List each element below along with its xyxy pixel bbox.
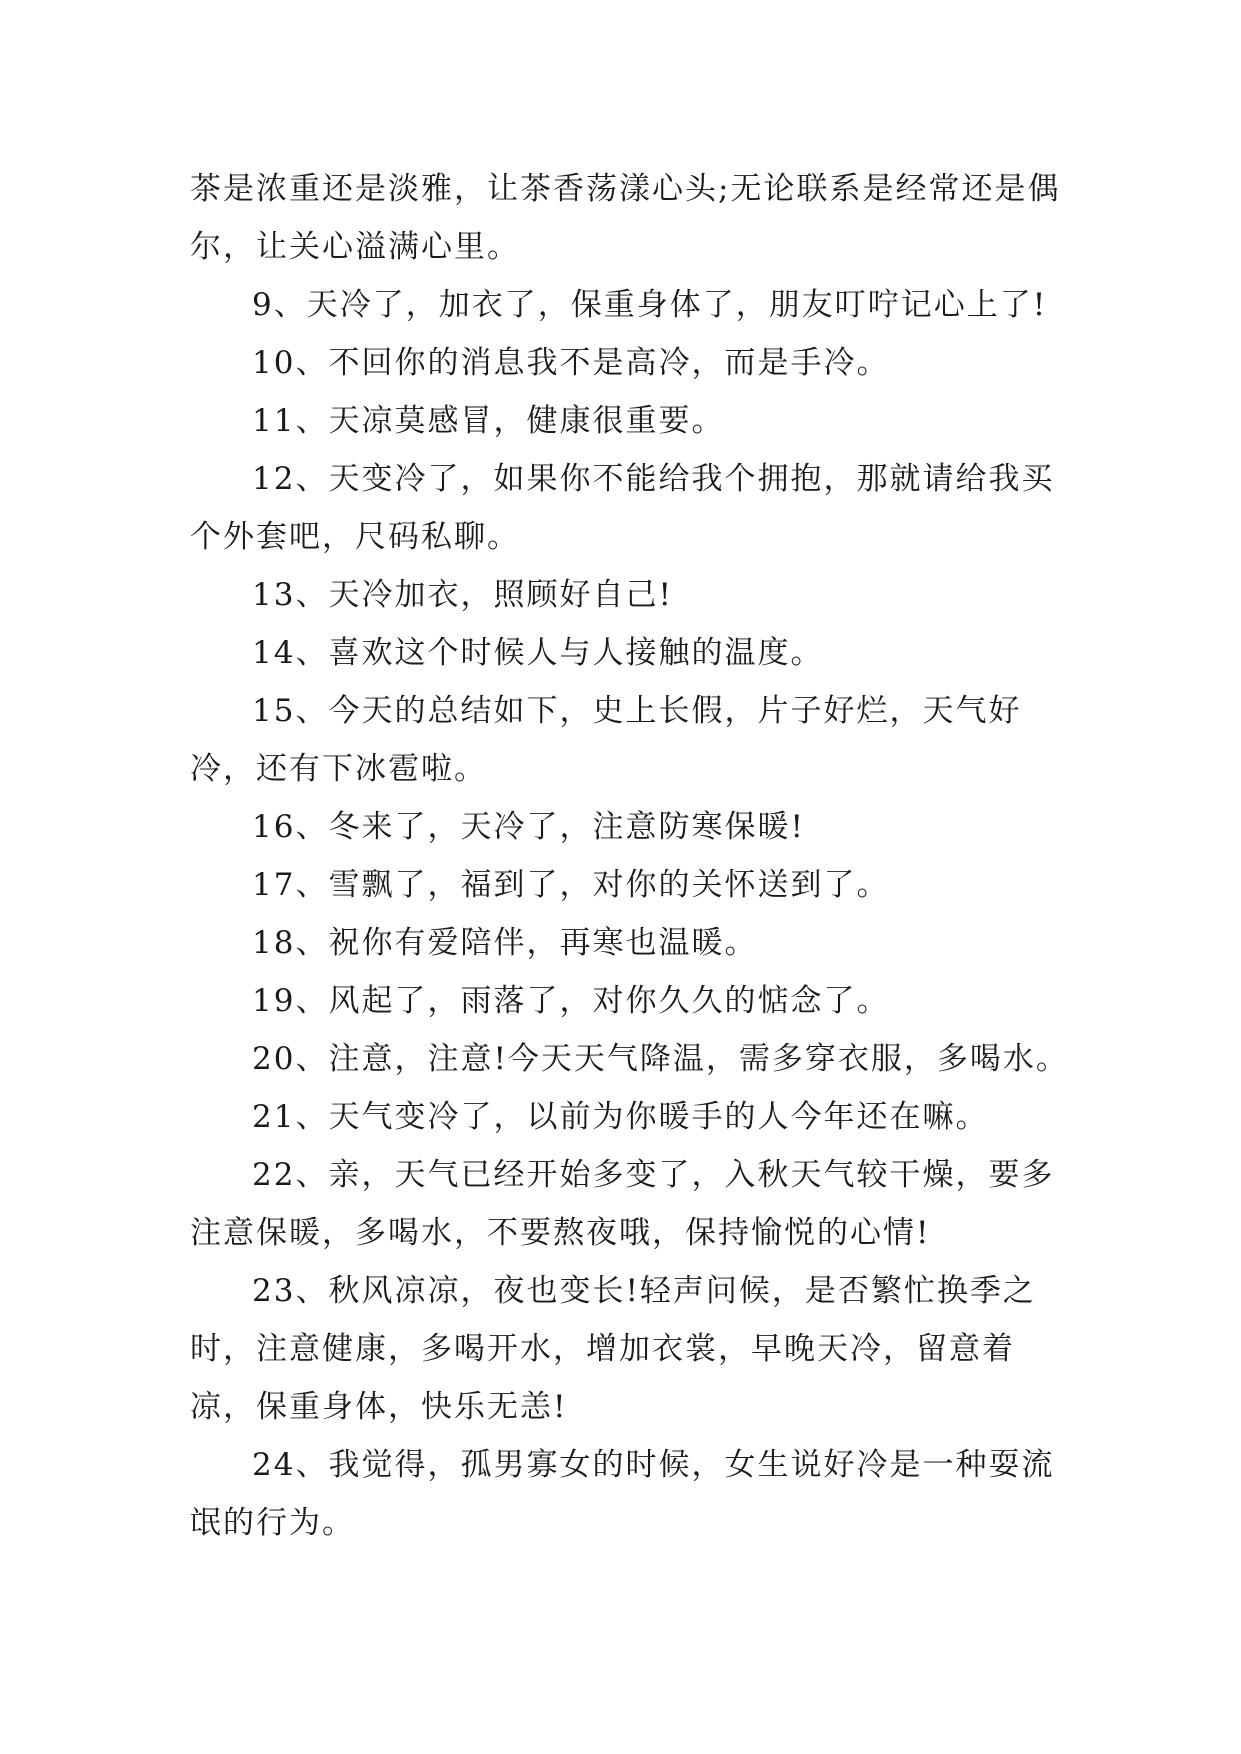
paragraph-item-13: 13、天冷加衣，照顾好自己!: [252, 577, 673, 613]
paragraph-item-9: 9、天冷了，加衣了，保重身体了，朋友叮咛记心上了!: [252, 287, 1048, 323]
paragraph-item-12: 12、天变冷了，如果你不能给我个拥抱，那就请给我买个外套吧，尺码私聊。: [190, 461, 1055, 555]
paragraph-item-18: 18、祝你有爱陪伴，再寒也温暖。: [252, 925, 758, 961]
paragraph-item-15: 15、今天的总结如下，史上长假，片子好烂，天气好冷，还有下冰雹啦。: [190, 693, 1022, 787]
paragraph-continuation: 茶是浓重还是淡雅，让茶香荡漾心头;无论联系是经常还是偶尔，让关心溢满心里。: [190, 171, 1061, 265]
paragraph-item-11: 11、天凉莫感冒，健康很重要。: [252, 403, 725, 439]
paragraph-item-23: 23、秋风凉凉，夜也变长!轻声问候，是否繁忙换季之时，注意健康，多喝开水，增加衣裳，早晚天冷，留意着凉，保重身体，快乐无恙!: [190, 1273, 1036, 1425]
paragraph-item-20: 20、注意，注意!今天天气降温，需多穿衣服，多喝水。: [252, 1041, 1069, 1077]
paragraph-item-21: 21、天气变冷了，以前为你暖手的人今年还在嘛。: [252, 1099, 989, 1135]
paragraph-item-17: 17、雪飘了，福到了，对你的关怀送到了。: [252, 867, 890, 903]
paragraph-item-19: 19、风起了，雨落了，对你久久的惦念了。: [252, 983, 890, 1019]
paragraph-item-14: 14、喜欢这个时候人与人接触的温度。: [252, 635, 824, 671]
document-body: [190, 160, 1070, 1552]
paragraph-item-22: 22、亲，天气已经开始多变了，入秋天气较干燥，要多注意保暖，多喝水，不要熬夜哦，保持愉悦的心情!: [190, 1157, 1055, 1251]
paragraph-item-24: 24、我觉得，孤男寡女的时候，女生说好冷是一种耍流氓的行为。: [190, 1447, 1055, 1541]
paragraph-item-16: 16、冬来了，天冷了，注意防寒保暖!: [252, 809, 805, 845]
paragraph-item-10: 10、不回你的消息我不是高冷，而是手冷。: [252, 345, 890, 381]
